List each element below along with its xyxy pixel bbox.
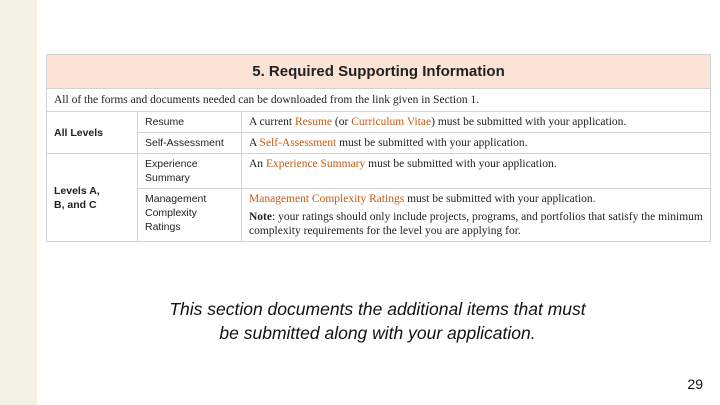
self-assessment-highlight: Self-Assessment <box>259 137 337 149</box>
resume-highlight: Resume <box>294 116 333 128</box>
group-levels-abc <box>47 154 710 241</box>
requirement-text: Management Complexity Ratings must be submitted with your application. Note: your ratings should only include projects, programs, and portfolios that satisfy the minimum complexity requirements for the level you are applying for. <box>242 189 710 241</box>
level-label: All Levels <box>47 112 138 153</box>
table-intro: All of the forms and documents needed can be downloaded from the link given in Section 1. <box>47 89 710 112</box>
cv-highlight: Curriculum Vitae <box>351 116 432 128</box>
table-row <box>138 154 710 189</box>
document-name: Management Complexity Ratings <box>138 189 242 241</box>
page-number: 29 <box>687 376 703 392</box>
table-row <box>138 112 710 133</box>
experience-summary-highlight: Experience Summary <box>265 158 366 170</box>
left-decorative-bar <box>0 0 37 405</box>
required-info-table <box>46 54 711 242</box>
document-name: Resume <box>138 112 242 132</box>
table-row <box>138 189 710 241</box>
table-row <box>138 133 710 153</box>
note-text: Note: your ratings should only include projects, programs, and portfolios that satisfy the minimum complexity requirements for the level you are applying for. <box>249 211 703 237</box>
group-all-levels <box>47 112 710 154</box>
requirement-text: A Self-Assessment must be submitted with your application. <box>249 137 528 149</box>
document-name: Experience Summary <box>138 154 242 188</box>
table-title: 5. Required Supporting Information <box>47 55 710 89</box>
level-label: Levels A, B, and C <box>47 154 138 241</box>
slide-caption: This section documents the additional items that must be submitted along with your application. <box>169 299 586 343</box>
requirement-text: An Experience Summary must be submitted with your application. <box>249 158 557 170</box>
document-name: Self-Assessment <box>138 133 242 153</box>
requirement-text: A current Resume (or Curriculum Vitae) must be submitted with your application. <box>249 116 627 128</box>
management-complexity-highlight: Management Complexity Ratings <box>249 193 405 205</box>
